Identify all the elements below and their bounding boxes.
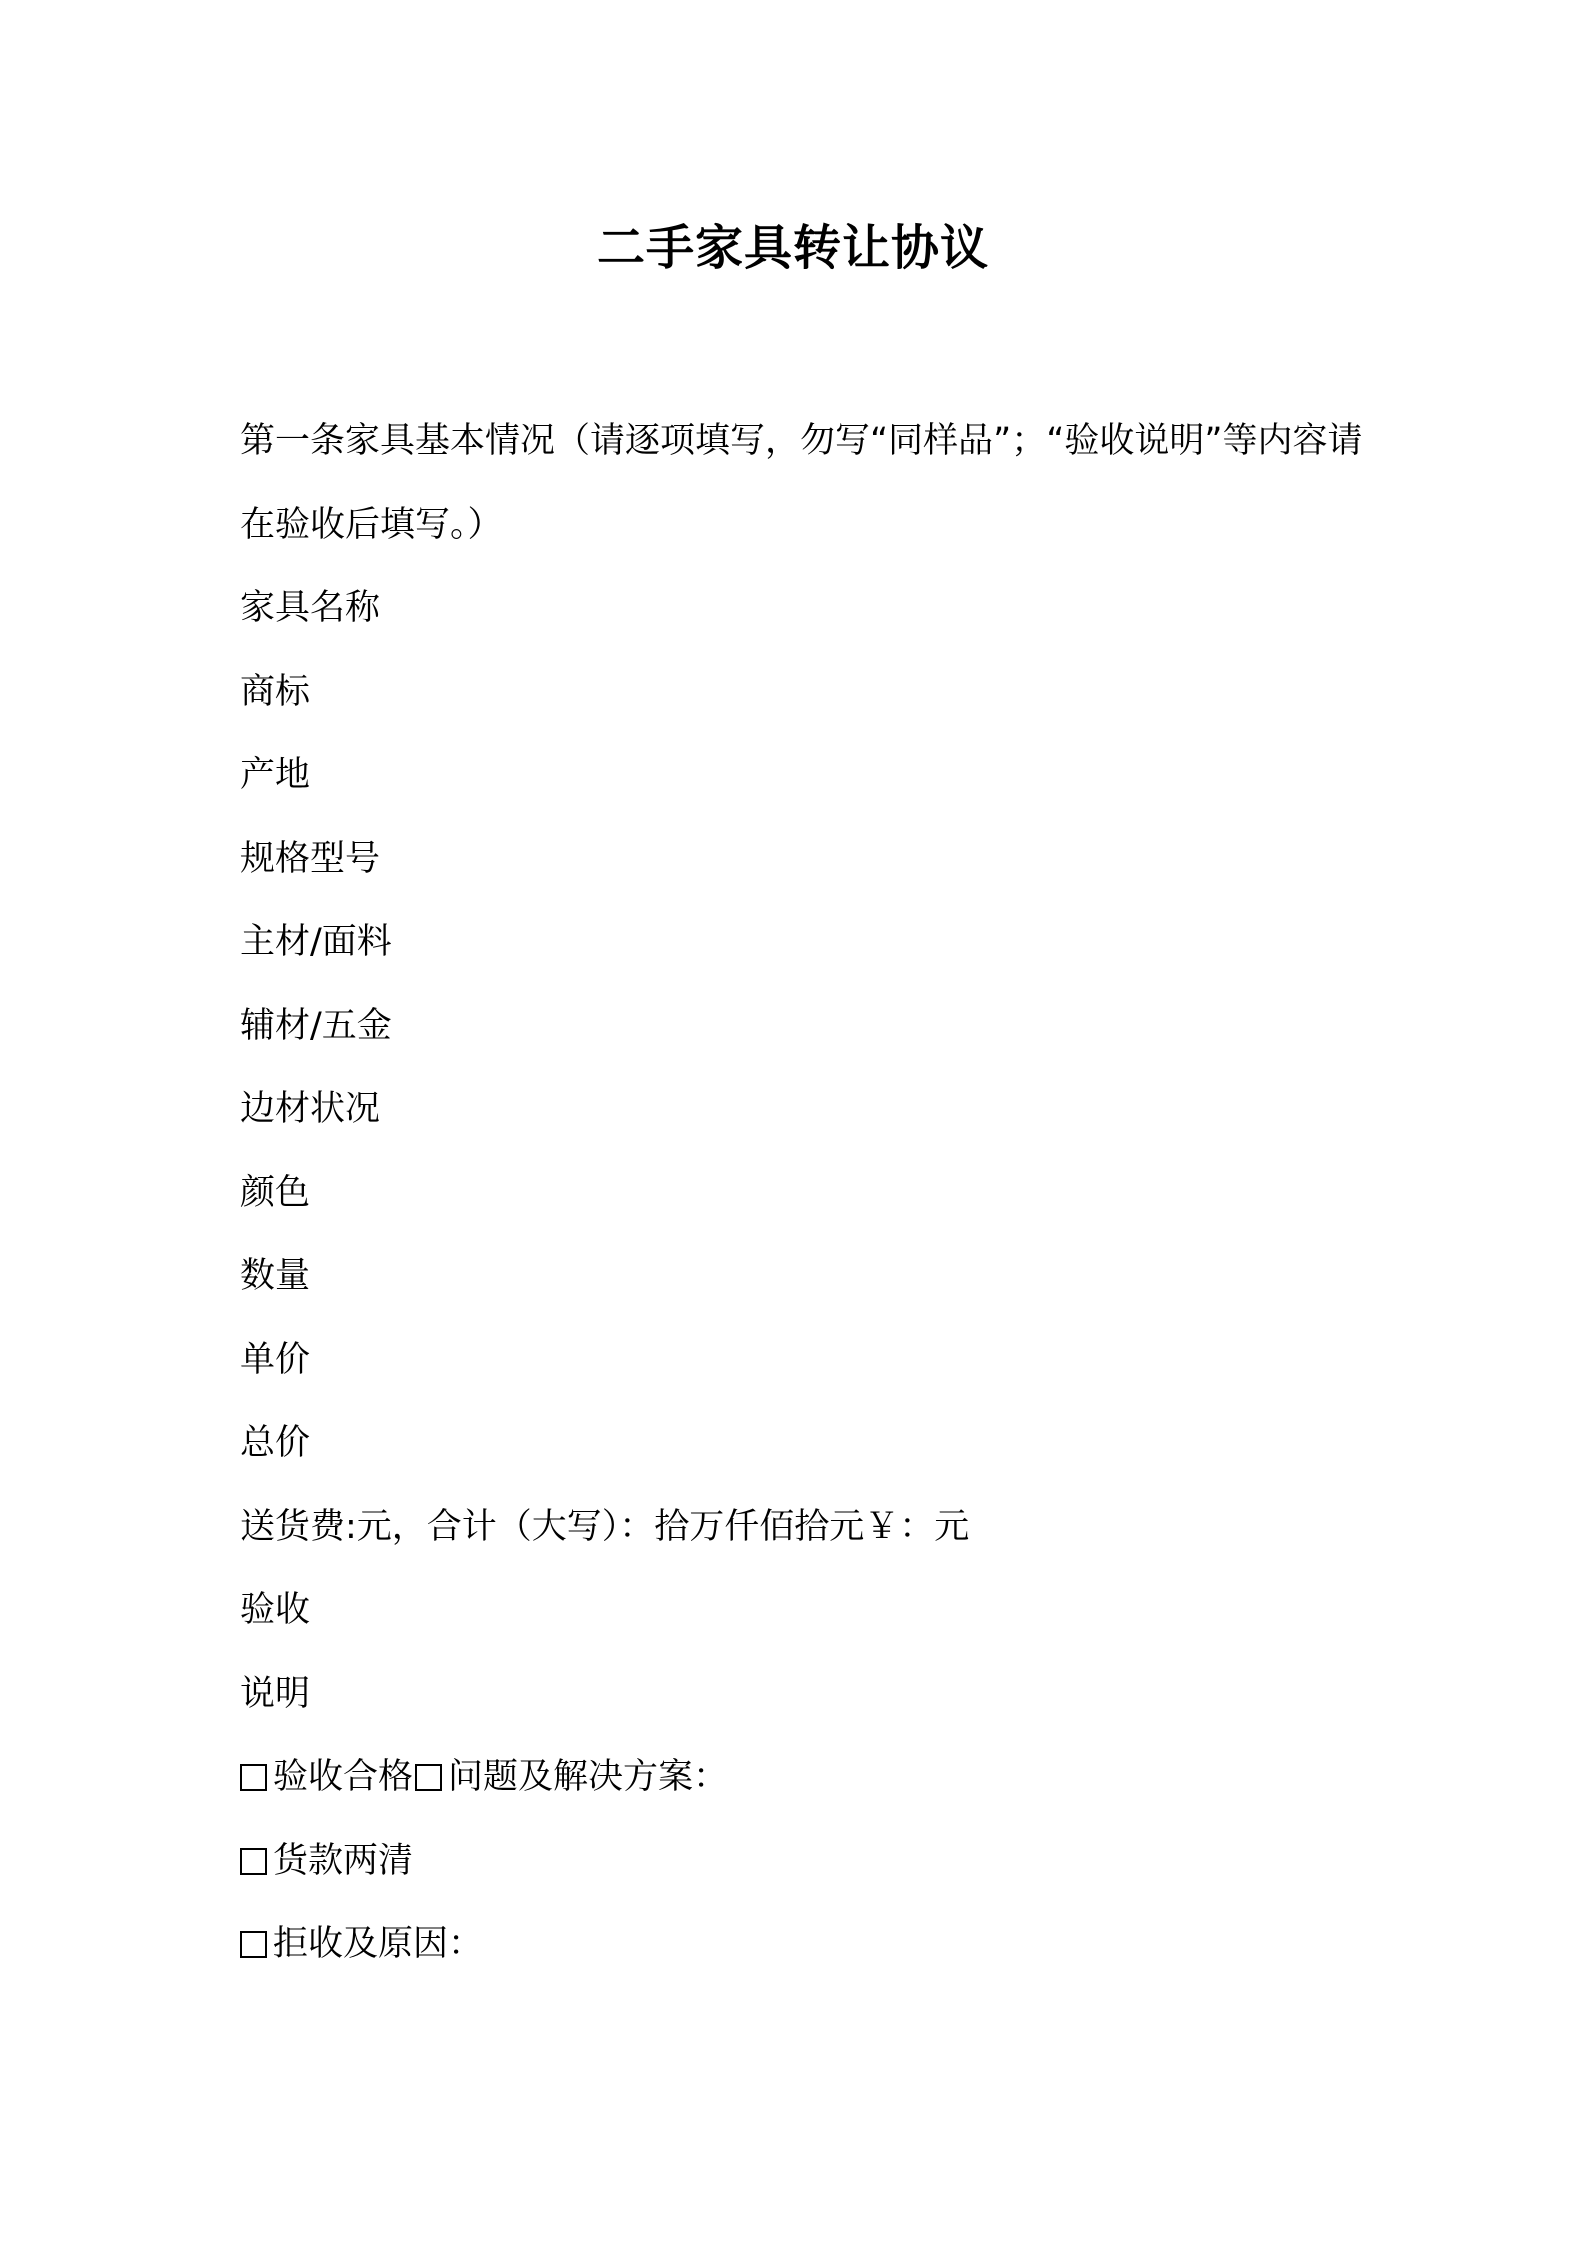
delivery-fee-line: 送货费:元，合计（大写）：拾万仟佰拾元￥：元 (240, 1506, 970, 1547)
issues-solutions-label: 问题及解决方案： (448, 1757, 729, 1797)
field-auxiliary-material: 辅材/五金 (240, 1005, 392, 1046)
field-main-material: 主材/面料 (240, 922, 392, 962)
field-quantity: 数量 (240, 1256, 311, 1296)
field-color: 颜色 (240, 1172, 311, 1213)
document-title: 二手家具转让协议 (596, 220, 989, 276)
field-model: 规格型号 (240, 838, 381, 879)
inspection-label: 验收 (240, 1590, 311, 1630)
field-origin: 产地 (240, 755, 311, 795)
rejection-row (240, 1903, 1370, 1987)
field-trademark: 商标 (240, 671, 311, 712)
document-body (240, 400, 1370, 1987)
issues-solutions-checkbox[interactable] (415, 1764, 442, 1791)
field-total-price: 总价 (240, 1423, 311, 1463)
rejection-checkbox[interactable] (240, 1931, 267, 1958)
inspection-passed-checkbox[interactable] (240, 1764, 267, 1791)
payment-settled-row (240, 1820, 1370, 1904)
explanation-label: 说明 (240, 1673, 311, 1714)
rejection-label: 拒收及原因： (273, 1924, 484, 1964)
field-furniture-name: 家具名称 (240, 588, 381, 628)
field-edge-condition: 边材状况 (240, 1089, 381, 1129)
payment-settled-checkbox[interactable] (240, 1848, 267, 1875)
article-one-intro: 第一条家具基本情况（请逐项填写，勿写“同样品”；“验收说明”等内容请在验收后填写。） (240, 421, 1363, 545)
inspection-passed-label: 验收合格 (273, 1757, 414, 1797)
field-unit-price: 单价 (240, 1339, 311, 1380)
inspection-options-row (240, 1736, 1370, 1820)
payment-settled-label: 货款两清 (273, 1840, 414, 1881)
